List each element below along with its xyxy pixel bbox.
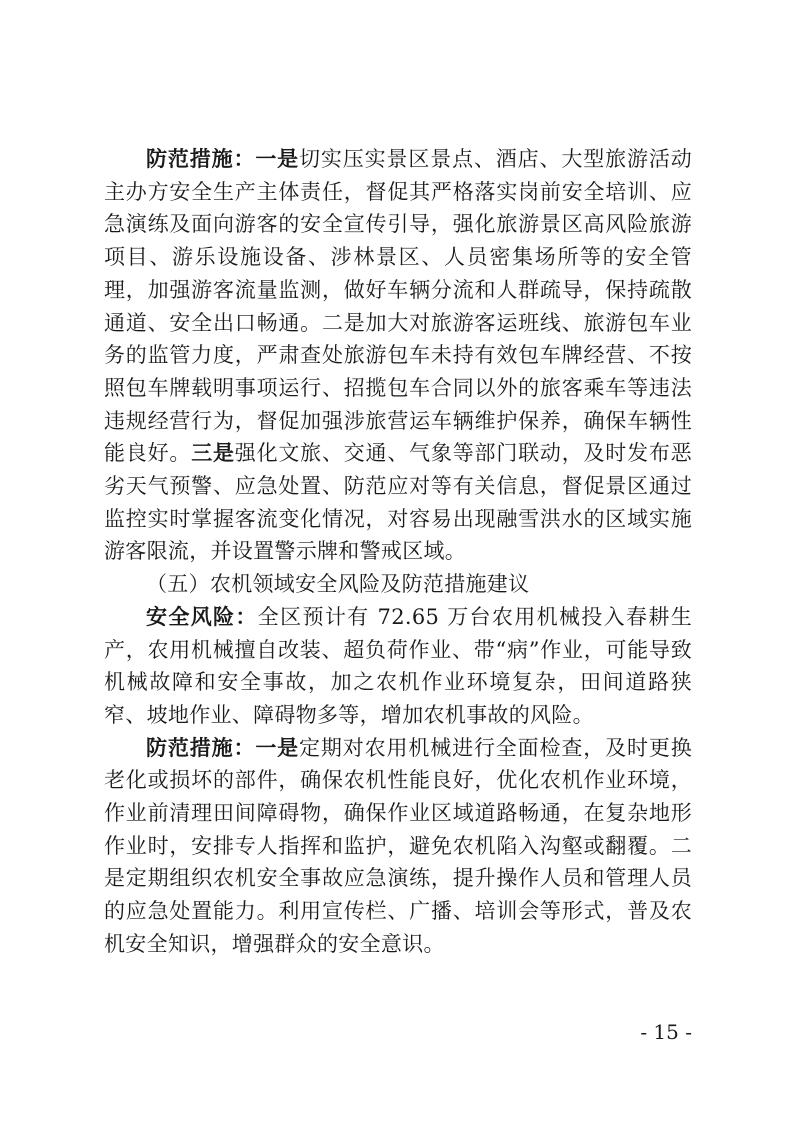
- bold-marker: 一是: [255, 734, 300, 760]
- paragraph-farm-risk: [104, 601, 692, 732]
- paragraph-tourism-measures: [104, 143, 692, 568]
- paragraph-lead: 防范措施：: [146, 146, 256, 171]
- paragraph-lead: 防范措施：: [146, 734, 256, 760]
- paragraph-text: 切实压实景区景点、酒店、大型旅游活动主办方安全生产主体责任，督促其严格落实岗前安全培训、应急演练及面向游客的安全宣传引导，强化旅游景区高风险旅游项目、游乐设施设备、涉林景区、人员密集场所等的安全管理，加强游客流量监测，做好车辆分流和人群疏导，保持疏散通道、安全出口畅通。二是加大对旅游客运班线、旅游包车业务的监管力度，严肃查处旅游包车未持有效包车牌经营、不按照包车牌载明事项运行、招揽包车合同以外的旅客乘车等违法违规经营行为，督促加强涉旅营运车辆维护保养，确保车辆性能良好。: [104, 147, 692, 466]
- section-heading: （五）农机领域安全风险及防范措施建议: [146, 572, 530, 597]
- paragraph-text: 全区预计有 72.65 万台农用机械投入春耕生产，农用机械擅自改装、超负荷作业、带“病”作业，可能导致机械故障和安全事故，加之农机作业环境复杂，田间道路狭窄、坡地作业、障碍物多等，增加农机事故的风险。: [104, 604, 693, 727]
- paragraph-text: 强化文旅、交通、气象等部门联动，及时发布恶劣天气预警、应急处置、防范应对等有关信息，督促景区通过监控实时掌握客流变化情况，对容易出现融雪洪水的区域实施游客限流，并设置警示牌和警戒区域。: [104, 441, 692, 564]
- paragraph-text: 定期对农用机械进行全面检查，及时更换老化或损坏的部件，确保农机性能良好，优化农机作业环境，作业前清理田间障碍物，确保作业区域道路畅通，在复杂地形作业时，安排专人指挥和监护，避免农机陷入沟壑或翻覆。二是定期组织农机安全事故应急演练，提升操作人员和管理人员的应急处置能力。利用宣传栏、广播、培训会等形式，普及农机安全知识，增强群众的安全意识。: [104, 735, 692, 956]
- document-body: [104, 143, 692, 961]
- page-number: - 15 -: [640, 1020, 692, 1044]
- bold-marker: 一是: [255, 146, 300, 171]
- paragraph-lead: 安全风险：: [146, 603, 258, 629]
- paragraph-farm-measures: [104, 732, 692, 961]
- bold-marker: 三是: [191, 440, 235, 466]
